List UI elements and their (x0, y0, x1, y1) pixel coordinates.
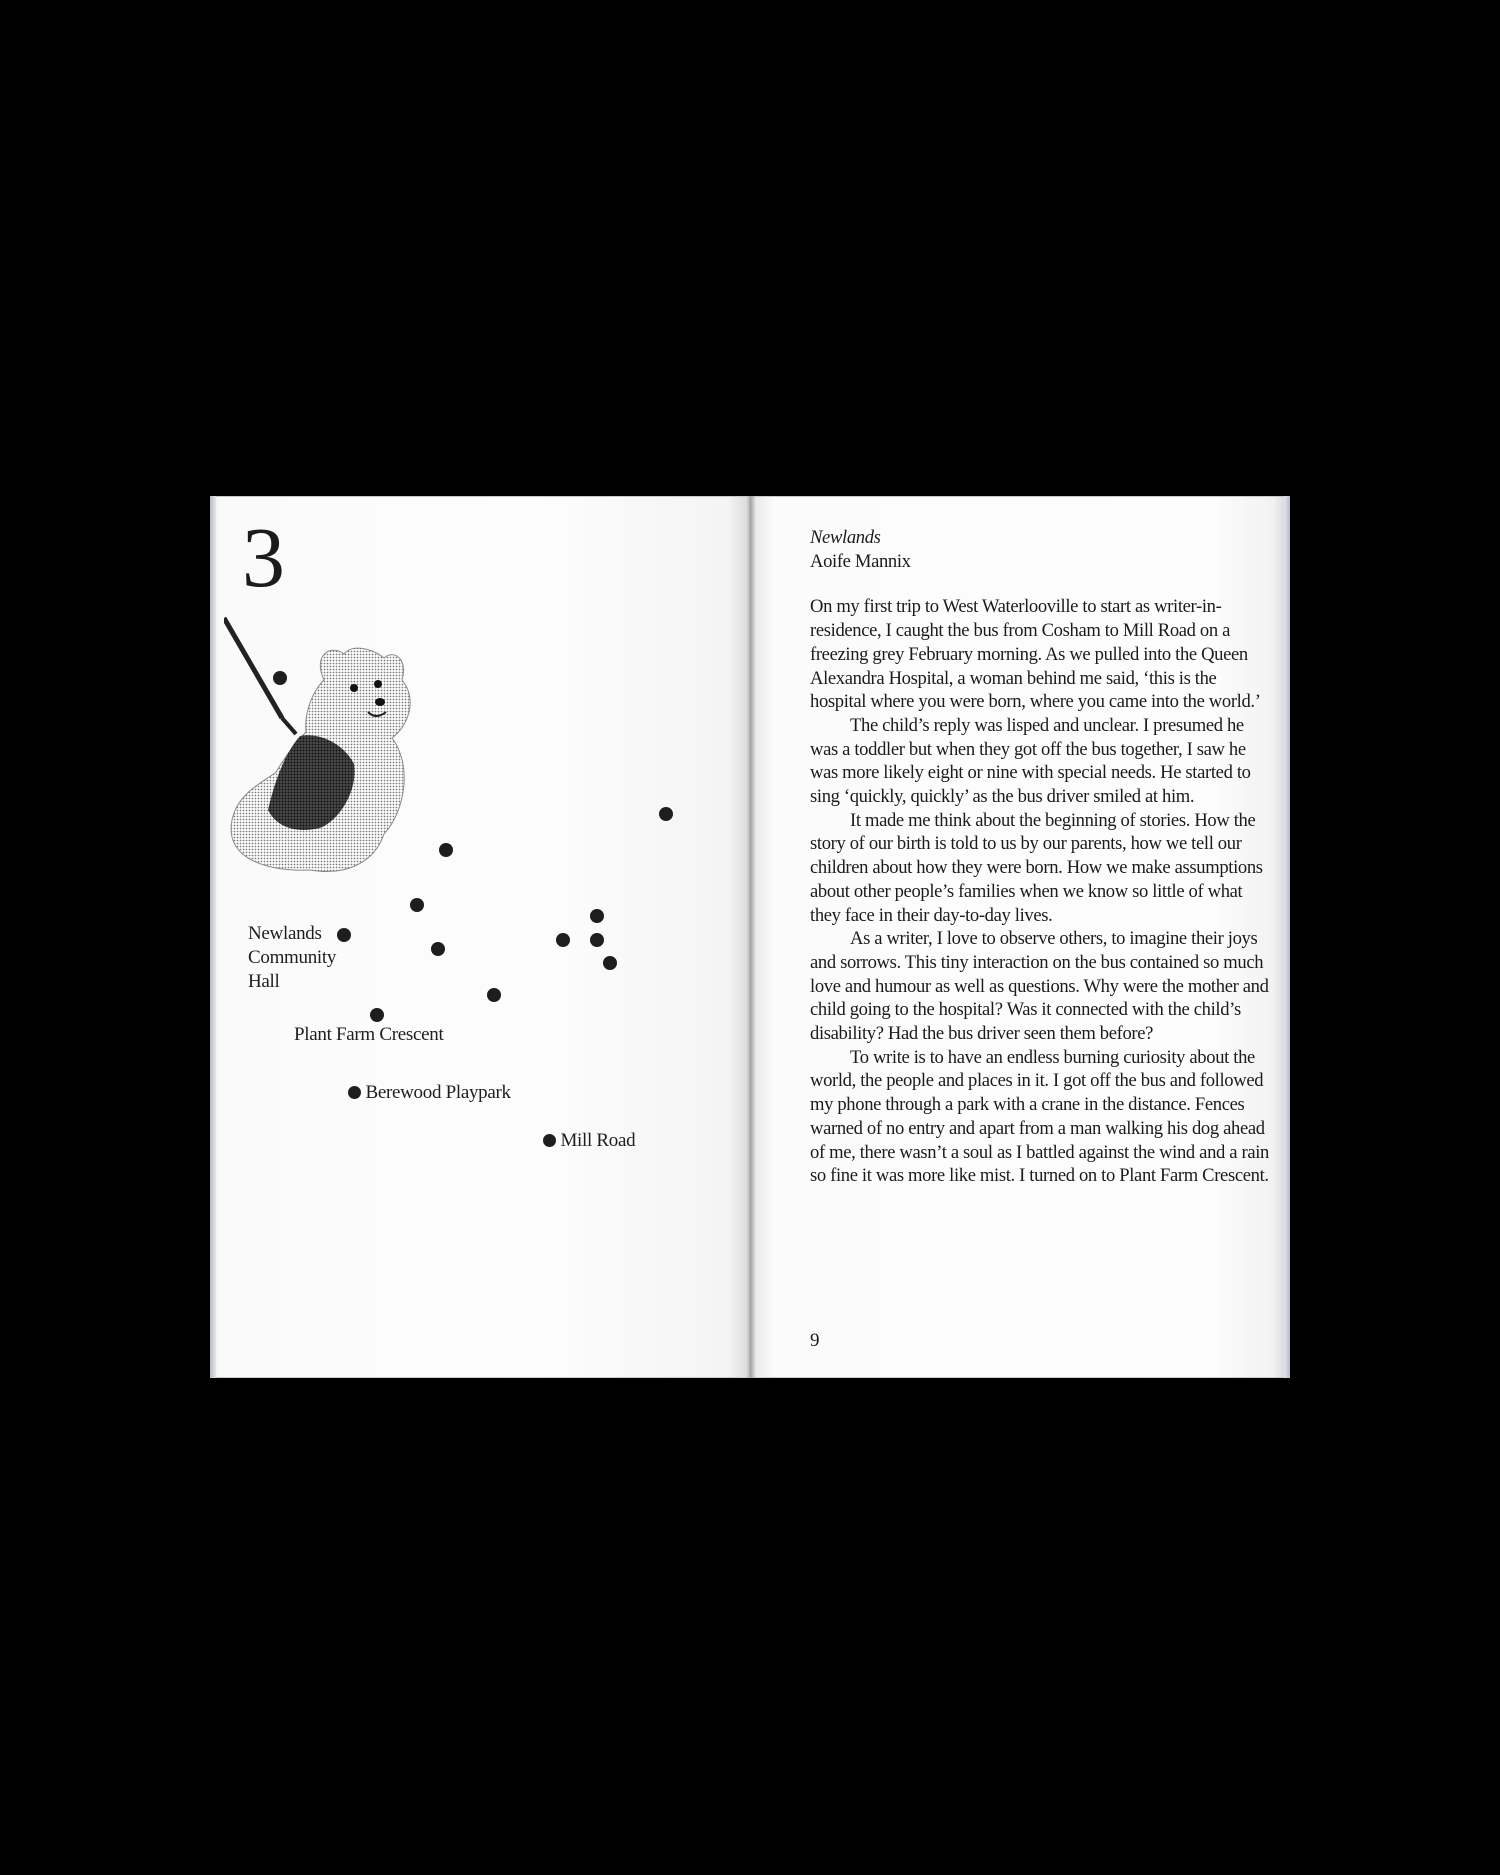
dog-photo (224, 614, 414, 874)
essay-paragraph: It made me think about the beginning of stories. How the story of our birth is told to us by our parents, how we tell our children about how they were born. How we make assumptions about other people’s families when we know so little of what they face in their day-to-day lives. (810, 809, 1263, 926)
essay-title: Newlands (810, 527, 881, 548)
essay-paragraph: The child’s reply was lisped and unclear. I presumed he was a toddler but when they got off the bus together, I saw he was more likely eight or nine with special needs. He started to sing ‘quickly, quickly’ as the bus driver smiled at him. (810, 714, 1251, 808)
map-dot (431, 942, 445, 956)
chapter-number: 3 (242, 509, 285, 605)
map-dot (590, 909, 604, 923)
book-spread (210, 496, 1290, 1378)
map-label-plant-farm: Plant Farm Crescent (294, 1024, 444, 1045)
map-dot (603, 956, 617, 970)
map-dot (370, 1008, 384, 1022)
page-edge (1284, 496, 1290, 1378)
essay-paragraph: As a writer, I love to observe others, to imagine their joys and sorrows. This tiny interaction on the bus contained so much love and humour as well as questions. Why were the mother and child going to the hospital? Was it connected with the child’s disability? Had the bus driver seen them before? (810, 928, 1269, 1045)
page-edge (210, 496, 216, 1378)
map-dot-newlands (337, 928, 351, 942)
map-dot (273, 671, 287, 685)
book-gutter (746, 496, 756, 1378)
map-dot (439, 843, 453, 857)
map-dot (590, 933, 604, 947)
essay (810, 526, 1275, 1188)
map-label-mill-road: Mill Road (543, 1129, 635, 1153)
essay-paragraph: To write is to have an endless burning curiosity about the world, the people and places in it. I got off the bus and followed my phone through a park with a crane in the distance. Fences warned of no entry and apart from a man walking his dog ahead of me, there wasn’t a soul as I battled against the wind and a rain so fine it was more like mist. I turned on to Plant Farm Crescent. (810, 1046, 1269, 1187)
map-dot (410, 898, 424, 912)
map-label-newlands: Newlands Community Hall (248, 923, 337, 992)
map-dot (487, 988, 501, 1002)
map-dot (659, 807, 673, 821)
map-dot (348, 1086, 361, 1099)
map-dot (556, 933, 570, 947)
page-number: 9 (810, 1330, 820, 1351)
map-label-berewood: Berewood Playpark (348, 1081, 511, 1105)
essay-paragraph: On my first trip to West Waterlooville to start as writer-in-residence, I caught the bus from Cosham to Mill Road on a freezing grey February morning. As we pulled into the Queen Alexandra Hospital, a woman behind me said, ‘this is the hospital where you were born, where you came into the world.’ (810, 596, 1261, 713)
left-page (210, 496, 750, 1378)
essay-author: Aoife Mannix (810, 550, 911, 572)
map-dot (543, 1134, 556, 1147)
